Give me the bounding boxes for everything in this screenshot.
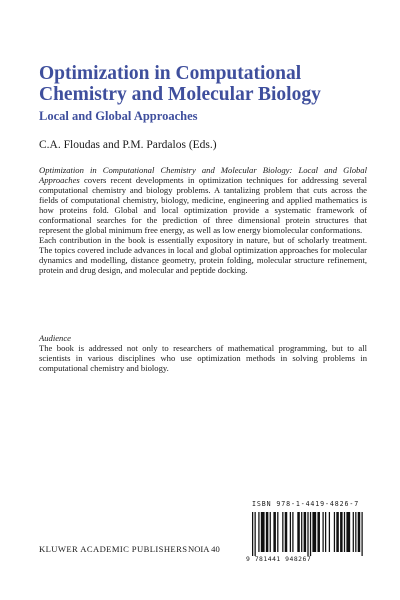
- barcode-bar: [252, 512, 253, 556]
- barcode-bar: [258, 512, 259, 552]
- isbn-label: ISBN 978-1-4419-4826-7: [252, 500, 360, 508]
- publisher-name: KLUWER ACADEMIC PUBLISHERS: [39, 544, 188, 554]
- isbn-barcode: [252, 512, 364, 556]
- barcode-bar: [273, 512, 276, 552]
- barcode-bar: [358, 512, 361, 552]
- barcode-bar: [334, 512, 335, 552]
- barcode-bar: [355, 512, 356, 552]
- barcode-bar: [361, 512, 362, 556]
- barcode-bar: [322, 512, 323, 552]
- book-title-line-2: Chemistry and Molecular Biology: [39, 84, 321, 105]
- barcode-bar: [255, 512, 256, 556]
- description-paragraph-1: [39, 165, 367, 235]
- barcode-bar: [340, 512, 343, 552]
- barcode-bar: [307, 512, 308, 556]
- description-paragraph-2: Each contribution in the book is essentially expository in nature, but of scholarly treatment. The topics covered include advances in local and global optimization approaches for molecular dynamics and modelling, distance geometry, protein folding, molecular structure refinement, protein and drug design, and molecular and peptide docking.: [39, 235, 367, 276]
- audience-heading: Audience: [39, 333, 71, 343]
- book-description: [39, 165, 367, 276]
- barcode-bar: [301, 512, 302, 552]
- barcode-bar: [261, 512, 265, 552]
- barcode-bar: [312, 512, 316, 552]
- barcode-bar: [266, 512, 269, 552]
- book-title: [39, 63, 379, 105]
- barcode-bar: [310, 512, 311, 556]
- barcode-bar: [292, 512, 293, 552]
- barcode-bar: [325, 512, 326, 552]
- barcode-bar: [336, 512, 339, 552]
- barcode-bar: [353, 512, 354, 552]
- barcode-bar: [282, 512, 283, 552]
- book-authors: C.A. Floudas and P.M. Pardalos (Eds.): [39, 139, 217, 151]
- book-title-line-1: Optimization in Computational: [39, 63, 302, 84]
- barcode-digits: 9 781441 948267: [246, 555, 312, 563]
- barcode-bar: [285, 512, 288, 552]
- book-subtitle: Local and Global Approaches: [39, 109, 198, 123]
- barcode-bar: [346, 512, 350, 552]
- description-paragraph-1-text: covers recent developments in optimization techniques for addressing several computational chemistry and biology problems. A tantalizing problem that cuts across the fields of computational chemistry, biology, medicine, engineering and applied mathematics is how proteins fold. Global and local optimization provide a systematic framework of conformational searches for the prediction of three dimensional protein structures that represent the global minimum free energy, as well as low energy biomolecular conformations.: [39, 175, 367, 236]
- description-title-italic: Optimization in Computational Chemistry and Molecular Biology: Local and Global Approaches: [39, 165, 367, 186]
- barcode-bar: [304, 512, 307, 552]
- barcode-bar: [317, 512, 320, 552]
- series-number: NOIA 40: [188, 544, 220, 554]
- barcode-bar: [290, 512, 291, 552]
- barcode-bar: [270, 512, 271, 552]
- audience-text: The book is addressed not only to researchers of mathematical programming, but to all scientists in various disciplines who use optimization methods in solving problems in computational chemistry and biology.: [39, 343, 367, 374]
- barcode-bar: [277, 512, 278, 552]
- barcode-bar: [297, 512, 300, 552]
- barcode-bar: [344, 512, 345, 552]
- barcode-bar: [329, 512, 330, 552]
